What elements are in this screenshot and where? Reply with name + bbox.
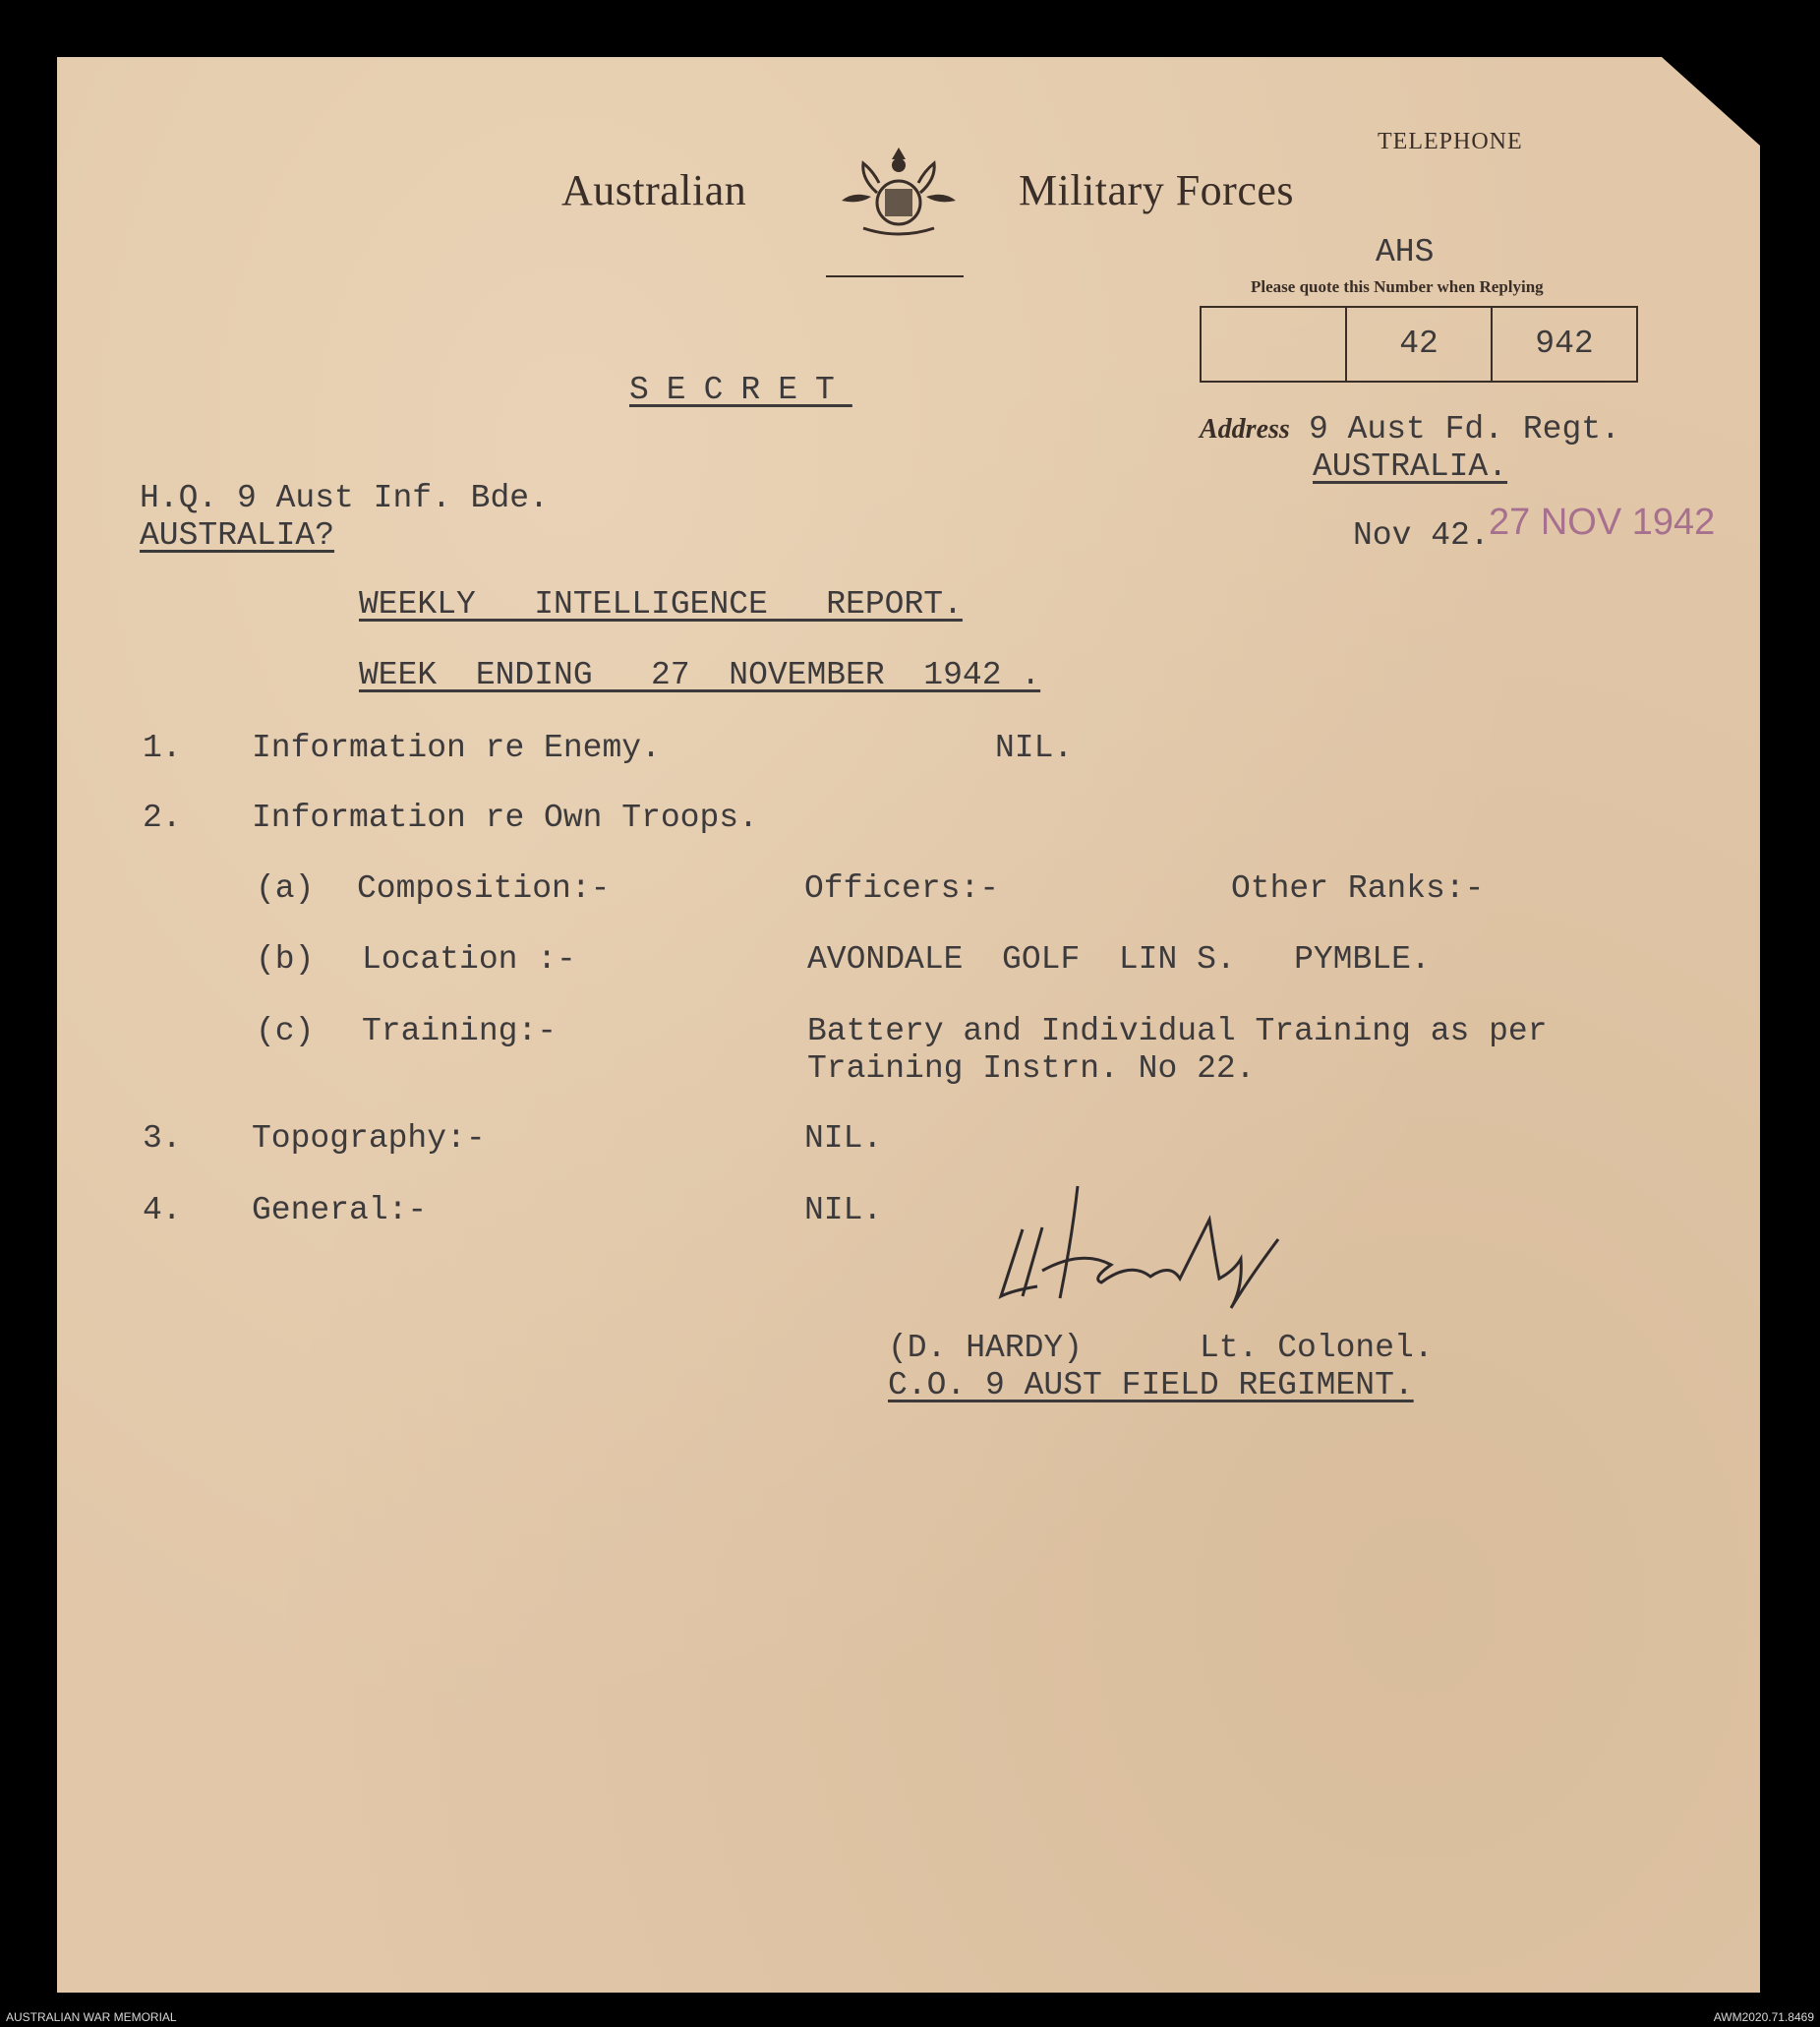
reference-prefix: AHS <box>1376 234 1435 270</box>
reference-cell <box>1202 308 1347 381</box>
quote-note: Please quote this Number when Replying <box>1251 277 1544 296</box>
handwritten-signature <box>983 1180 1308 1318</box>
item-label: Topography:- <box>252 1120 486 1157</box>
letterhead-left-word: Australian <box>561 166 747 214</box>
coat-of-arms-emblem <box>834 144 964 238</box>
classification-heading: SECRET <box>629 372 852 408</box>
subitem-value: Officers:- <box>804 870 1000 907</box>
item-number: 3. <box>143 1120 182 1157</box>
subitem-extra: Other Ranks:- <box>1231 870 1485 907</box>
letterhead-right-words: Military Forces <box>1019 166 1295 214</box>
signatory-rank: Lt. Colonel. <box>1200 1330 1434 1366</box>
item-number: 4. <box>143 1192 182 1228</box>
item-number: 1. <box>143 730 182 766</box>
address-label: Address <box>1200 414 1290 445</box>
subitem-number: (b) <box>256 941 315 978</box>
item-value: NIL. <box>995 730 1074 766</box>
reference-cell: 942 <box>1535 326 1594 362</box>
item-value: NIL. <box>804 1120 883 1157</box>
date-typed: Nov 42. <box>1353 517 1490 554</box>
report-subtitle: WEEK ENDING 27 NOVEMBER 1942 . <box>359 657 1041 693</box>
subitem-label: Composition:- <box>357 870 611 907</box>
footer-right: AWM2020.71.8469 <box>1713 2010 1814 2024</box>
sender-address-line2: AUSTRALIA. <box>1313 448 1508 485</box>
torn-corner <box>1662 57 1760 146</box>
subitem-number: (c) <box>256 1013 315 1049</box>
report-title: WEEKLY INTELLIGENCE REPORT. <box>359 586 963 623</box>
reference-number-box <box>1200 306 1638 383</box>
subitem-value: AVONDALE GOLF LIN S. PYMBLE. <box>807 941 1431 978</box>
telephone-label: TELEPHONE <box>1378 129 1523 154</box>
signatory-name: (D. HARDY) <box>888 1330 1084 1366</box>
item-label: General:- <box>252 1192 428 1228</box>
recipient-line2: AUSTRALIA? <box>140 517 335 554</box>
subitem-label: Training:- <box>362 1013 558 1049</box>
signatory-appointment: C.O. 9 AUST FIELD REGIMENT. <box>888 1367 1414 1403</box>
date-stamp: 27 NOV 1942 <box>1489 502 1716 543</box>
subitem-label: Location :- <box>362 941 576 978</box>
item-label: Information re Own Troops. <box>252 800 758 836</box>
subitem-number: (a) <box>256 870 315 907</box>
subitem-value-line2: Training Instrn. No 22. <box>807 1050 1256 1087</box>
item-value: NIL. <box>804 1192 883 1228</box>
footer-left: AUSTRALIAN WAR MEMORIAL <box>6 2010 177 2024</box>
subitem-value-line1: Battery and Individual Training as per <box>807 1013 1548 1049</box>
letterhead-rule <box>826 275 964 277</box>
reference-cell: 42 <box>1347 308 1493 381</box>
item-number: 2. <box>143 800 182 836</box>
sender-address-line1: 9 Aust Fd. Regt. <box>1309 411 1620 447</box>
item-label: Information re Enemy. <box>252 730 661 766</box>
recipient-line1: H.Q. 9 Aust Inf. Bde. <box>140 480 549 516</box>
